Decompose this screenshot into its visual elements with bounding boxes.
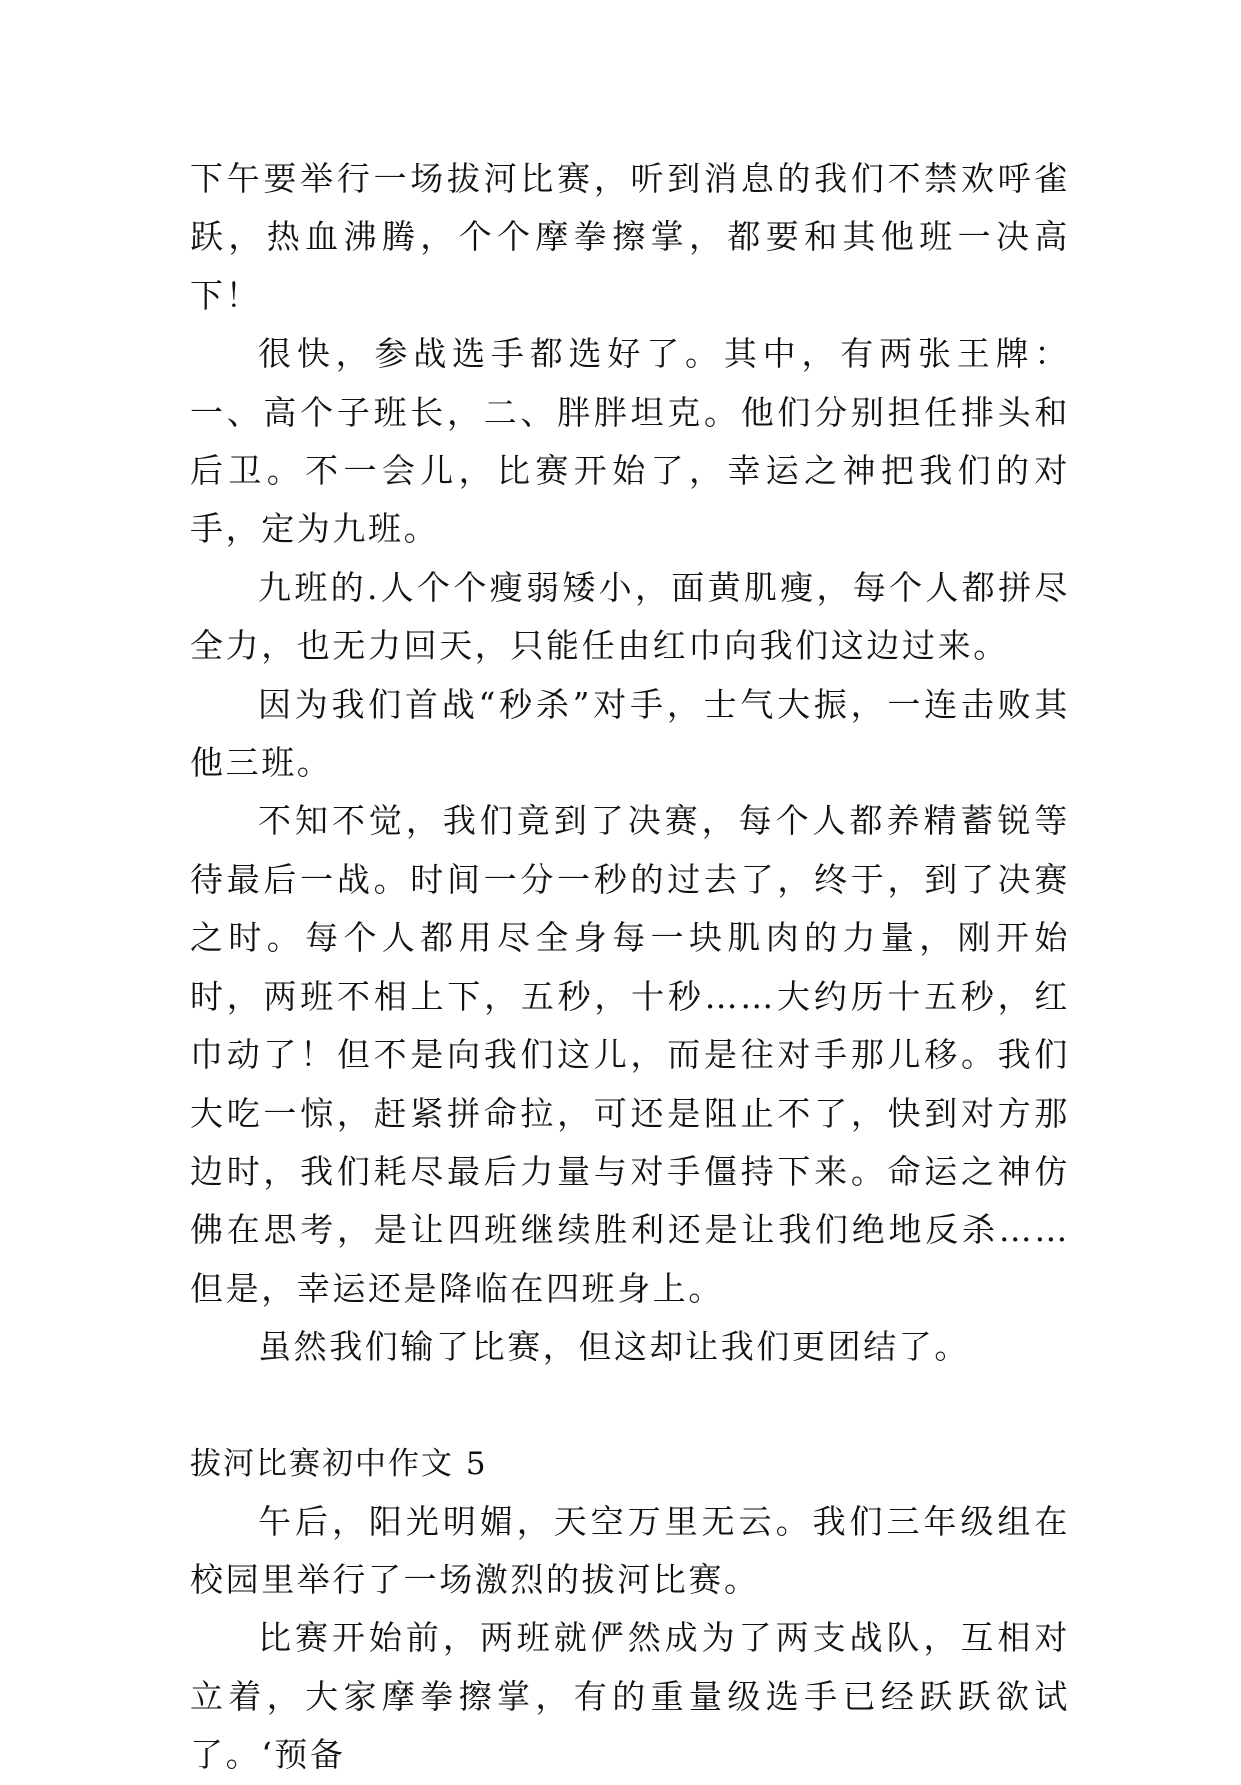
paragraph-5: 不知不觉，我们竟到了决赛，每个人都养精蓄锐等待最后一战。时间一分一秒的过去了，终于，到了决赛之时。每个人都用尽全身每一块肌肉的力量，刚开始时，两班不相上下，五秒，十秒……大约历十五秒，红巾动了！但不是向我们这儿，而是往对手那儿移。我们大吃一惊，赶紧拼命拉，可还是阻止不了，快到对方那边时，我们耗尽最后力量与对手僵持下来。命运之神仿佛在思考，是让四班继续胜利还是让我们绝地反杀……但是，幸运还是降临在四班身上。 — [190, 801, 1070, 1308]
paragraph-1: 下午要举行一场拔河比赛，听到消息的我们不禁欢呼雀跃，热血沸腾，个个摩拳擦掌，都要和其他班一决高下！ — [190, 159, 1070, 315]
paragraph-4: 因为我们首战“秒杀”对手，士气大振，一连击败其他三班。 — [190, 684, 1070, 783]
paragraph-3: 九班的.人个个瘦弱矮小，面黄肌瘦，每个人都拼尽全力，也无力回天，只能任由红巾向我们这边过来。 — [190, 567, 1070, 666]
document-page — [190, 150, 1070, 1785]
paragraph-2: 很快，参战选手都选好了。其中，有两张王牌：一、高个子班长，二、胖胖坦克。他们分别担任排头和后卫。不一会儿，比赛开始了，幸运之神把我们的对手，定为九班。 — [190, 334, 1070, 549]
section-gap — [190, 1377, 1070, 1435]
paragraph-7: 午后，阳光明媚，天空万里无云。我们三年级组在校园里举行了一场激烈的拔河比赛。 — [190, 1501, 1070, 1599]
paragraph-6: 虽然我们输了比赛，但这却让我们更团结了。 — [258, 1327, 970, 1367]
section-heading: 拔河比赛初中作文 5 — [190, 1445, 488, 1482]
paragraph-8: 比赛开始前，两班就俨然成为了两支战队，互相对立着，大家摩拳擦掌，有的重量级选手已经跃跃欲试了。‘预备 — [190, 1618, 1070, 1775]
